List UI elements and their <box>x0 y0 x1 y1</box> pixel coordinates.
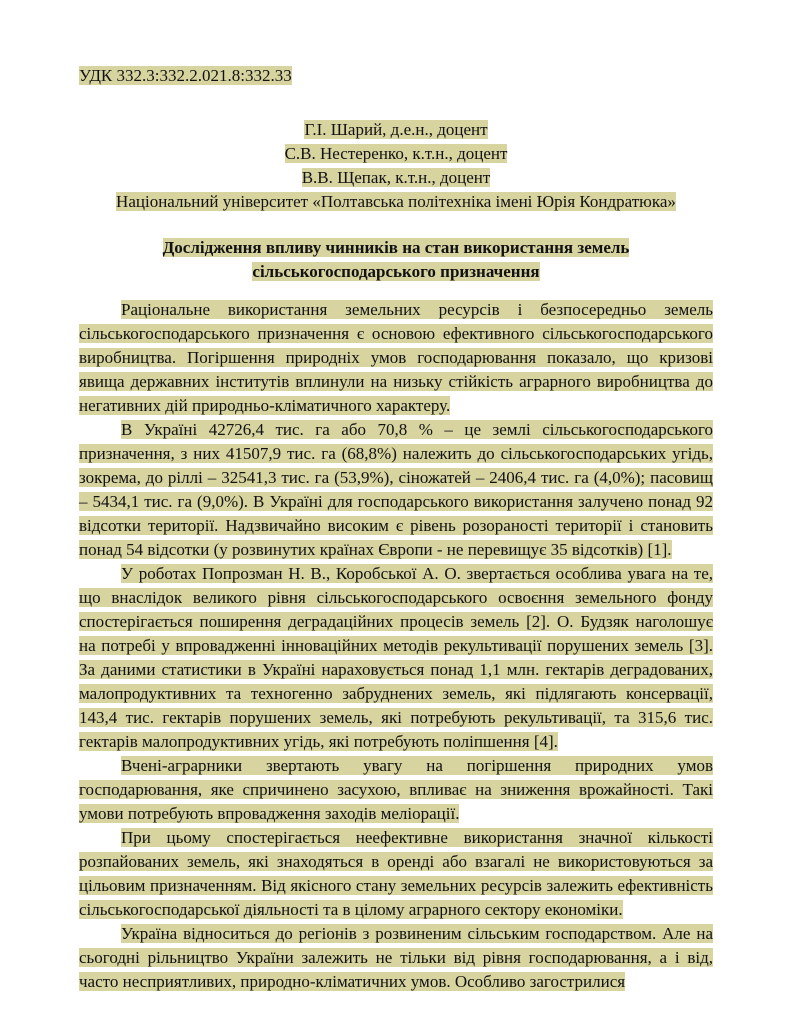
paragraph-3 <box>79 562 713 754</box>
author-2-text: С.В. Нестеренко, к.т.н., доцент <box>284 144 508 163</box>
author-3-text: В.В. Щепак, к.т.н., доцент <box>301 168 491 187</box>
paper-title-line-1: Дослідження впливу чинників на стан використання земель <box>162 238 630 257</box>
paragraph-5-text: При цьому спостерігається неефективне використання значної кількості розпайованих земель, які знаходяться в оренді або взагалі не використовуються за цільовим призначенням. Від якісного стану земельних ресурсів залежить ефективність сільськогосподарської діяльності та в цілому аграрного сектору економіки. <box>79 828 713 919</box>
paragraph-2 <box>79 418 713 562</box>
paragraph-5 <box>79 826 713 922</box>
paragraph-6 <box>79 922 713 994</box>
udc-code-text: УДК 332.3:332.2.021.8:332.33 <box>79 66 292 85</box>
author-line-2 <box>79 142 713 166</box>
author-1-text: Г.І. Шарий, д.е.н., доцент <box>304 120 488 139</box>
affiliation-text: Національний університет «Полтавська політехніка імені Юрія Кондратюка» <box>116 192 676 211</box>
paper-title <box>79 236 713 284</box>
author-line-3 <box>79 166 713 190</box>
affiliation-line <box>79 190 713 214</box>
paragraph-2-text: В Україні 42726,4 тис. га або 70,8 % – це землі сільськогосподарського призначення, з них 41507,9 тис. га (68,8%) належить до сільськогосподарських угідь, зокрема, до ріллі – 32541,3 тис. га (53,9%), сіножатей – 2406,4 тис. га (4,0%); пасовищ – 5434,1 тис. га (9,0%). В Україні для господарського використання залучено понад 92 відсотки території. Надзвичайно високим є рівень розораності території і становить понад 54 відсотки (у розвинутих країнах Європи - не перевищує 35 відсотків) [1]. <box>79 420 713 559</box>
paper-title-line-2: сільськогосподарського призначення <box>252 262 540 281</box>
byline <box>79 118 713 214</box>
paragraph-1-text: Раціональне використання земельних ресурсів і безпосередньо земель сільськогосподарського призначення є основою ефективного сільськогосподарського виробництва. Погіршення природніх умов господарювання показало, що кризові явища державних інститутів вплинули на низьку стійкість аграрного виробництва до негативних дій природньо-кліматичного характеру. <box>79 300 713 415</box>
paragraph-6-text: Україна відноситься до регіонів з розвиненим сільським господарством. Але на сьогодні рільництво України залежить не тільки від рівня господарювання, а і від, часто несприятливих, природно-кліматичних умов. Особливо загострилися <box>79 924 713 991</box>
udc-code <box>79 64 713 88</box>
paragraph-4 <box>79 754 713 826</box>
author-line-1 <box>79 118 713 142</box>
paragraph-4-text: Вчені-аграрники звертають увагу на погіршення природних умов господарювання, яке спричинено засухою, впливає на зниження врожайності. Такі умови потребують впровадження заходів меліорації. <box>79 756 713 823</box>
paragraph-3-text: У роботах Попрозман Н. В., Коробської А. О. звертається особлива увага на те, що внаслідок великого рівня сільськогосподарського освоєння земельного фонду спостерігається поширення деградаційних процесів земель [2]. О. Будзяк наголошує на потребі у впровадженні інноваційних методів рекультивації порушених земель [3]. За даними статистики в Україні нараховується понад 1,1 млн. гектарів деградованих, малопродуктивних та техногенно забруднених земель, які підлягають консервації, 143,4 тис. гектарів порушених земель, які потребують рекультивації, та 315,6 тис. гектарів малопродуктивних угідь, які потребують поліпшення [4]. <box>79 564 713 751</box>
paragraph-1 <box>79 298 713 418</box>
